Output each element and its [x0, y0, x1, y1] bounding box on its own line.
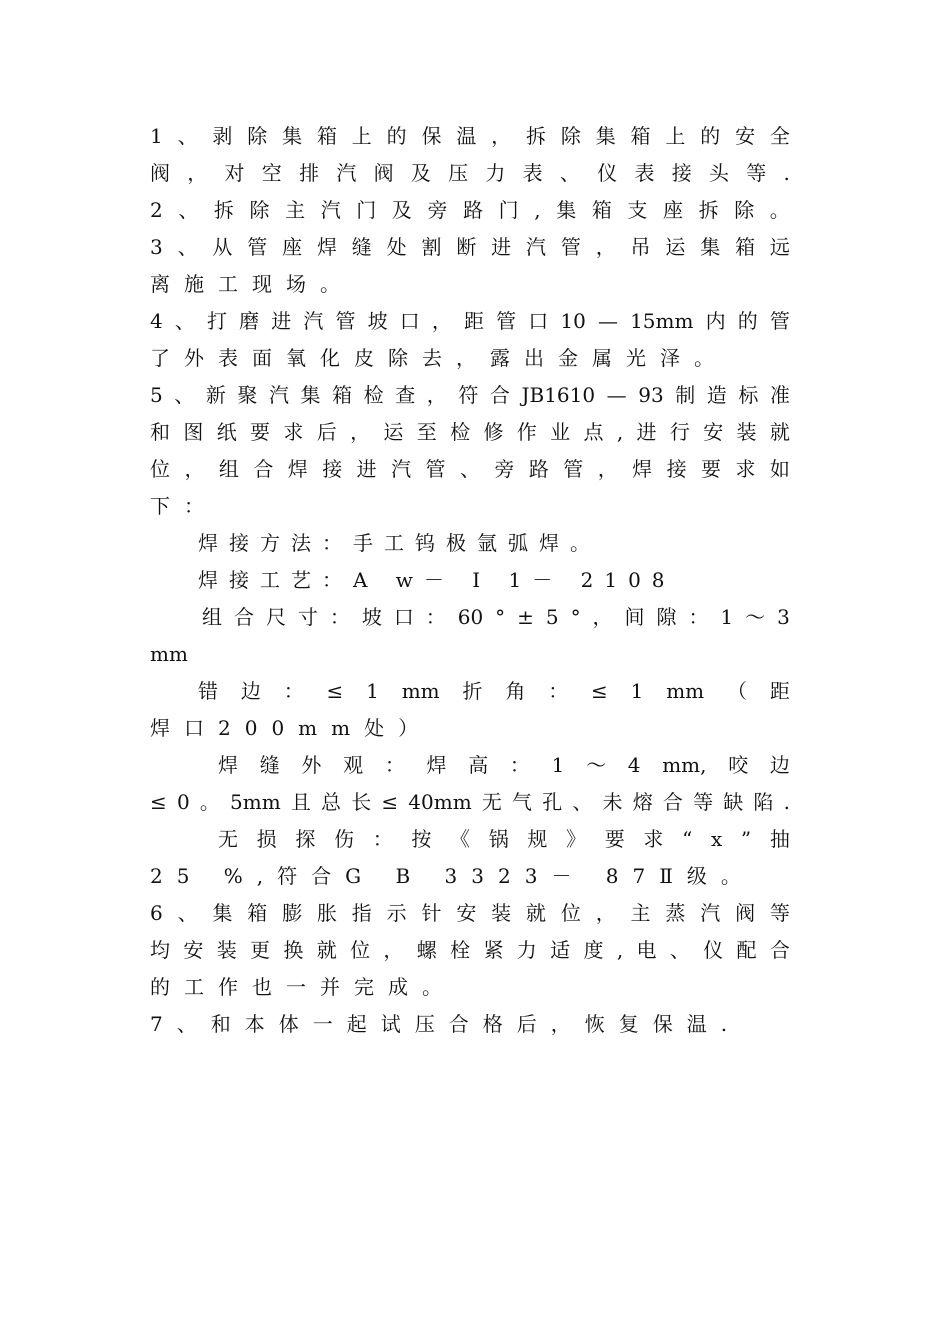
text-line: 均 安 装 更 换 就 位 ， 螺 栓 紧 力 适 度 , 电 、 仪 配 合: [150, 938, 790, 962]
text-line: 焊口200mm处）: [150, 716, 433, 740]
text-line: 7、和本体一起试压合格后，恢复保温.: [150, 1012, 742, 1036]
text-line: 焊接方法：手工钨极氩弧焊。: [198, 531, 601, 555]
text-line: 3 、 从 管 座 焊 缝 处 割 断 进 汽 管 ， 吊 运 集 箱 远: [150, 235, 790, 259]
text-line: 下：: [150, 494, 218, 518]
text-line: 和 图 纸 要 求 后 ， 运 至 检 修 作 业 点 , 进 行 安 装 就: [150, 420, 790, 444]
text-line: 焊接工艺：A w－ I 1－ 2108: [198, 568, 676, 592]
text-line: ≤ 0 。 5mm 且 总 长 ≤ 40mm 无 气 孔 、 未 熔 合 等 缺 陷 .: [150, 790, 790, 814]
text-line: 5 、 新 聚 汽 集 箱 检 查 ， 符 合 JB1610 — 93 制 造 标 准: [150, 383, 790, 407]
text-line: 的工作也一并完成。: [150, 975, 456, 999]
text-line: 25 %,符合G B 3323－ 87Ⅱ级。: [150, 864, 755, 888]
text-line: 2 、 拆 除 主 汽 门 及 旁 路 门 , 集 箱 支 座 拆 除 。: [150, 198, 790, 222]
text-line: 阀 ， 对 空 排 汽 阀 及 压 力 表 、 仪 表 接 头 等 .: [150, 161, 790, 185]
text-line: 错 边 ： ≤ 1 mm 折 角 ： ≤ 1 mm （ 距: [198, 679, 790, 703]
document-body: [150, 118, 790, 1043]
text-line: 4 、 打 磨 进 汽 管 坡 口 ， 距 管 口 10 — 15mm 内 的 管: [150, 309, 790, 333]
text-line: 组 合 尺 寸 ： 坡 口 ： 60 ° ± 5 ° ， 间 隙 ： 1 ～ 3: [202, 605, 790, 629]
text-line: 位 ， 组 合 焊 接 进 汽 管 、 旁 路 管 ， 焊 接 要 求 如: [150, 457, 790, 481]
text-line: 了外表面氧化皮除去，露出金属光泽。: [150, 346, 728, 370]
text-line: 焊 缝 外 观 ： 焊 高 ： 1 ～ 4 mm, 咬 边: [218, 753, 790, 777]
text-line: mm: [150, 642, 188, 666]
text-line: 无 损 探 伤 ： 按 《 锅 规 》 要 求 “ x ” 抽: [218, 827, 790, 851]
text-line: 离施工现场。: [150, 272, 354, 296]
text-line: 6 、 集 箱 膨 胀 指 示 针 安 装 就 位 ， 主 蒸 汽 阀 等: [150, 901, 790, 925]
text-line: 1 、 剥 除 集 箱 上 的 保 温 ， 拆 除 集 箱 上 的 安 全: [150, 124, 790, 148]
